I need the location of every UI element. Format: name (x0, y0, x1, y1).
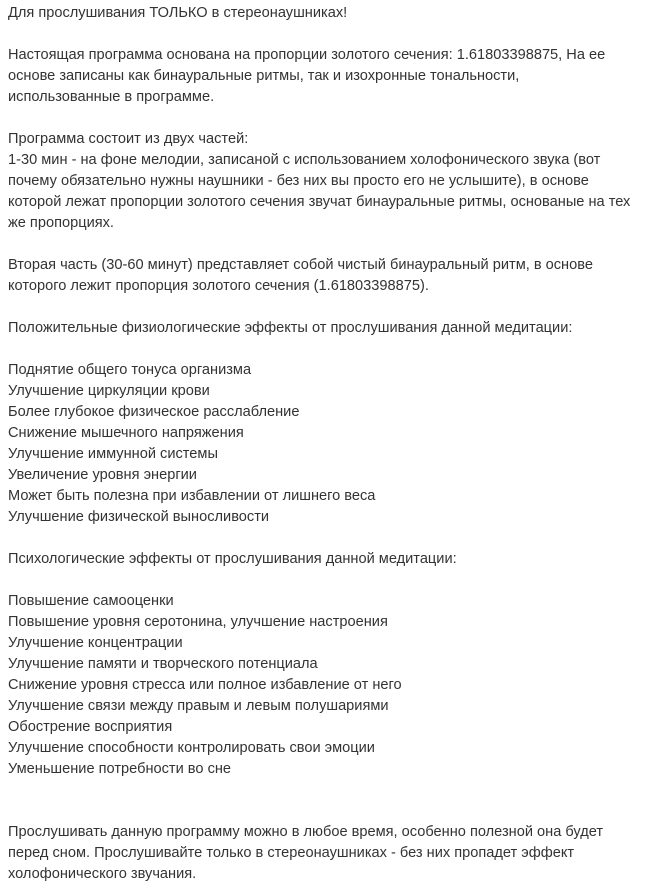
spacer (8, 570, 668, 591)
document-body (8, 3, 668, 885)
text-line: Прослушивать данную программу можно в любое время, особенно полезной она будет (8, 824, 604, 840)
list-item: Повышение самооценки (8, 593, 174, 609)
paragraph-closing (8, 822, 668, 885)
text-line: использованные в программе. (8, 89, 215, 105)
text-line: которой лежат пропорции золотого сечения звучат бинауральные ритмы, основаные на тех (8, 194, 631, 210)
spacer (8, 339, 668, 360)
spacer (8, 297, 668, 318)
list-item: Уменьшение потребности во сне (8, 761, 232, 777)
spacer (8, 528, 668, 549)
text-line: Вторая часть (30-60 минут) представляет собой чистый бинауральный ритм, в основе (8, 257, 593, 273)
physio-list (8, 360, 668, 528)
text-line: Программа состоит из двух частей: (8, 131, 249, 147)
list-item: Увеличение уровня энергии (8, 467, 197, 483)
spacer (8, 780, 668, 822)
list-item: Может быть полезна при избавлении от лишнего веса (8, 488, 376, 504)
psych-list (8, 591, 668, 780)
list-item: Улучшение способности контролировать свои эмоции (8, 740, 375, 756)
list-item: Снижение уровня стресса или полное избавление от него (8, 677, 402, 693)
psych-heading: Психологические эффекты от прослушивания данной медитации: (8, 551, 457, 567)
list-item: Улучшение циркуляции крови (8, 383, 210, 399)
paragraph-golden-ratio (8, 45, 668, 108)
spacer (8, 108, 668, 129)
paragraph-program-parts (8, 129, 668, 234)
spacer (8, 24, 668, 45)
paragraph-second-part (8, 255, 668, 297)
text-line: 1-30 мин - на фоне мелодии, записаной с использованием холофонического звука (вот (8, 152, 601, 168)
list-item: Снижение мышечного напряжения (8, 425, 244, 441)
list-item: Улучшение памяти и творческого потенциала (8, 656, 318, 672)
list-item: Улучшение связи между правым и левым полушариями (8, 698, 389, 714)
text-line: же пропорциях. (8, 215, 114, 231)
list-item: Более глубокое физическое расслабление (8, 404, 300, 420)
spacer (8, 234, 668, 255)
text-line: которого лежит пропорция золотого сечения (1.61803398875). (8, 278, 429, 294)
list-item: Улучшение иммунной системы (8, 446, 218, 462)
text-line: холофонического звучания. (8, 866, 197, 882)
physio-heading: Положительные физиологические эффекты от прослушивания данной медитации: (8, 320, 573, 336)
text-line: Настоящая программа основана на пропорции золотого сечения: 1.61803398875, На ее (8, 47, 606, 63)
list-item: Повышение уровня серотонина, улучшение настроения (8, 614, 388, 630)
list-item: Улучшение физической выносливости (8, 509, 270, 525)
list-item: Поднятие общего тонуса организма (8, 362, 252, 378)
text-line: перед сном. Прослушивайте только в стереонаушниках - без них пропадет эффект (8, 845, 575, 861)
list-item: Улучшение концентрации (8, 635, 183, 651)
text-line: почему обязательно нужны наушники - без них вы просто его не услышите), в основе (8, 173, 589, 189)
text-line: основе записаны как бинауральные ритмы, так и изохронные тональности, (8, 68, 520, 84)
list-item: Обострение восприятия (8, 719, 173, 735)
intro-line: Для прослушивания ТОЛЬКО в стереонаушниках! (8, 5, 348, 21)
